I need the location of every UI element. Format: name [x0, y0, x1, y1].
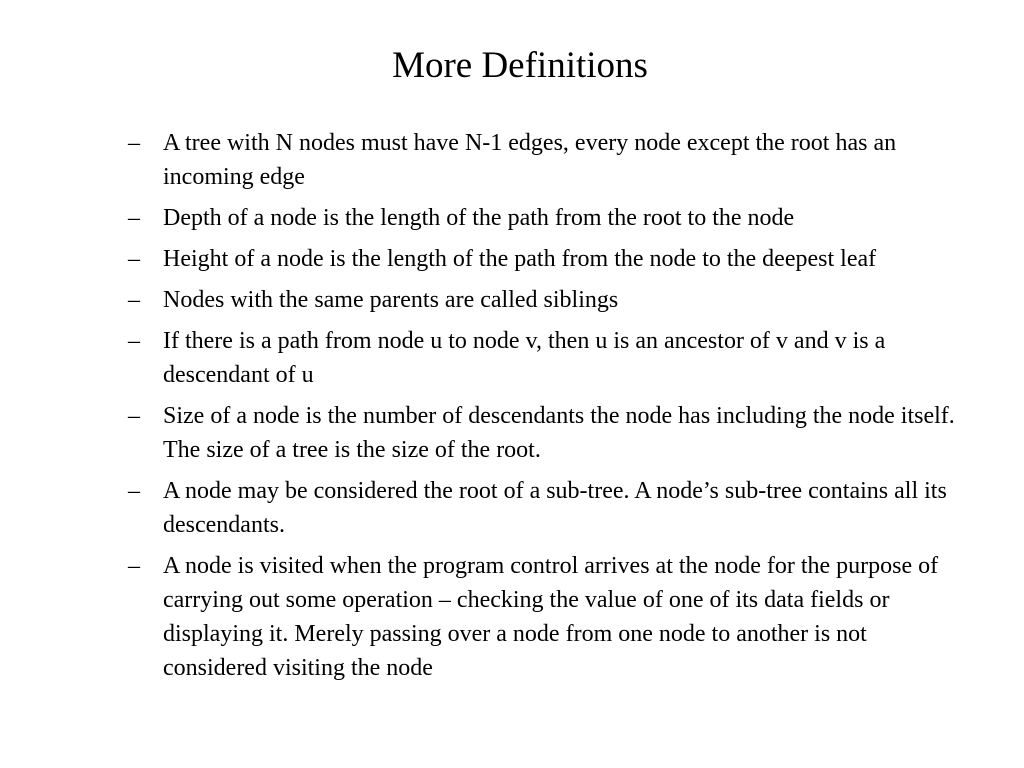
bullet-text: Depth of a node is the length of the path from the root to the node — [163, 205, 795, 231]
bullet-item — [128, 126, 968, 194]
bullet-item — [128, 283, 968, 317]
bullet-text: Height of a node is the length of the path from the node to the deepest leaf — [163, 246, 877, 272]
bullet-dash: – — [128, 205, 140, 231]
bullet-dash: – — [128, 130, 140, 156]
bullet-text: A node is visited when the program control arrives at the node for the purpose of carrying out some operation – checking the value of one of its data fields or displaying it. Merely passing over a node from one node to another is not considered visiting the node — [163, 553, 939, 681]
bullet-text: Nodes with the same parents are called siblings — [163, 287, 619, 313]
bullet-item — [128, 242, 968, 276]
bullet-item — [128, 399, 968, 467]
bullet-dash: – — [128, 553, 140, 579]
slide-title: More Definitions — [392, 45, 648, 86]
bullet-text: A tree with N nodes must have N-1 edges, every node except the root has an incoming edge — [163, 130, 897, 190]
bullet-item — [128, 324, 968, 392]
bullet-text: If there is a path from node u to node v, then u is an ancestor of v and v is a descendant of u — [163, 328, 886, 388]
bullet-item — [128, 549, 968, 685]
bullet-dash: – — [128, 478, 140, 504]
bullet-dash: – — [128, 403, 140, 429]
bullet-item — [128, 201, 968, 235]
bullet-list — [128, 126, 968, 692]
bullet-item — [128, 474, 968, 542]
bullet-text: A node may be considered the root of a sub-tree. A node’s sub-tree contains all its descendants. — [163, 478, 947, 538]
bullet-dash: – — [128, 328, 140, 354]
bullet-text: Size of a node is the number of descendants the node has including the node itself. The size of a tree is the size of the root. — [163, 403, 955, 463]
bullet-dash: – — [128, 246, 140, 272]
bullet-dash: – — [128, 287, 140, 313]
